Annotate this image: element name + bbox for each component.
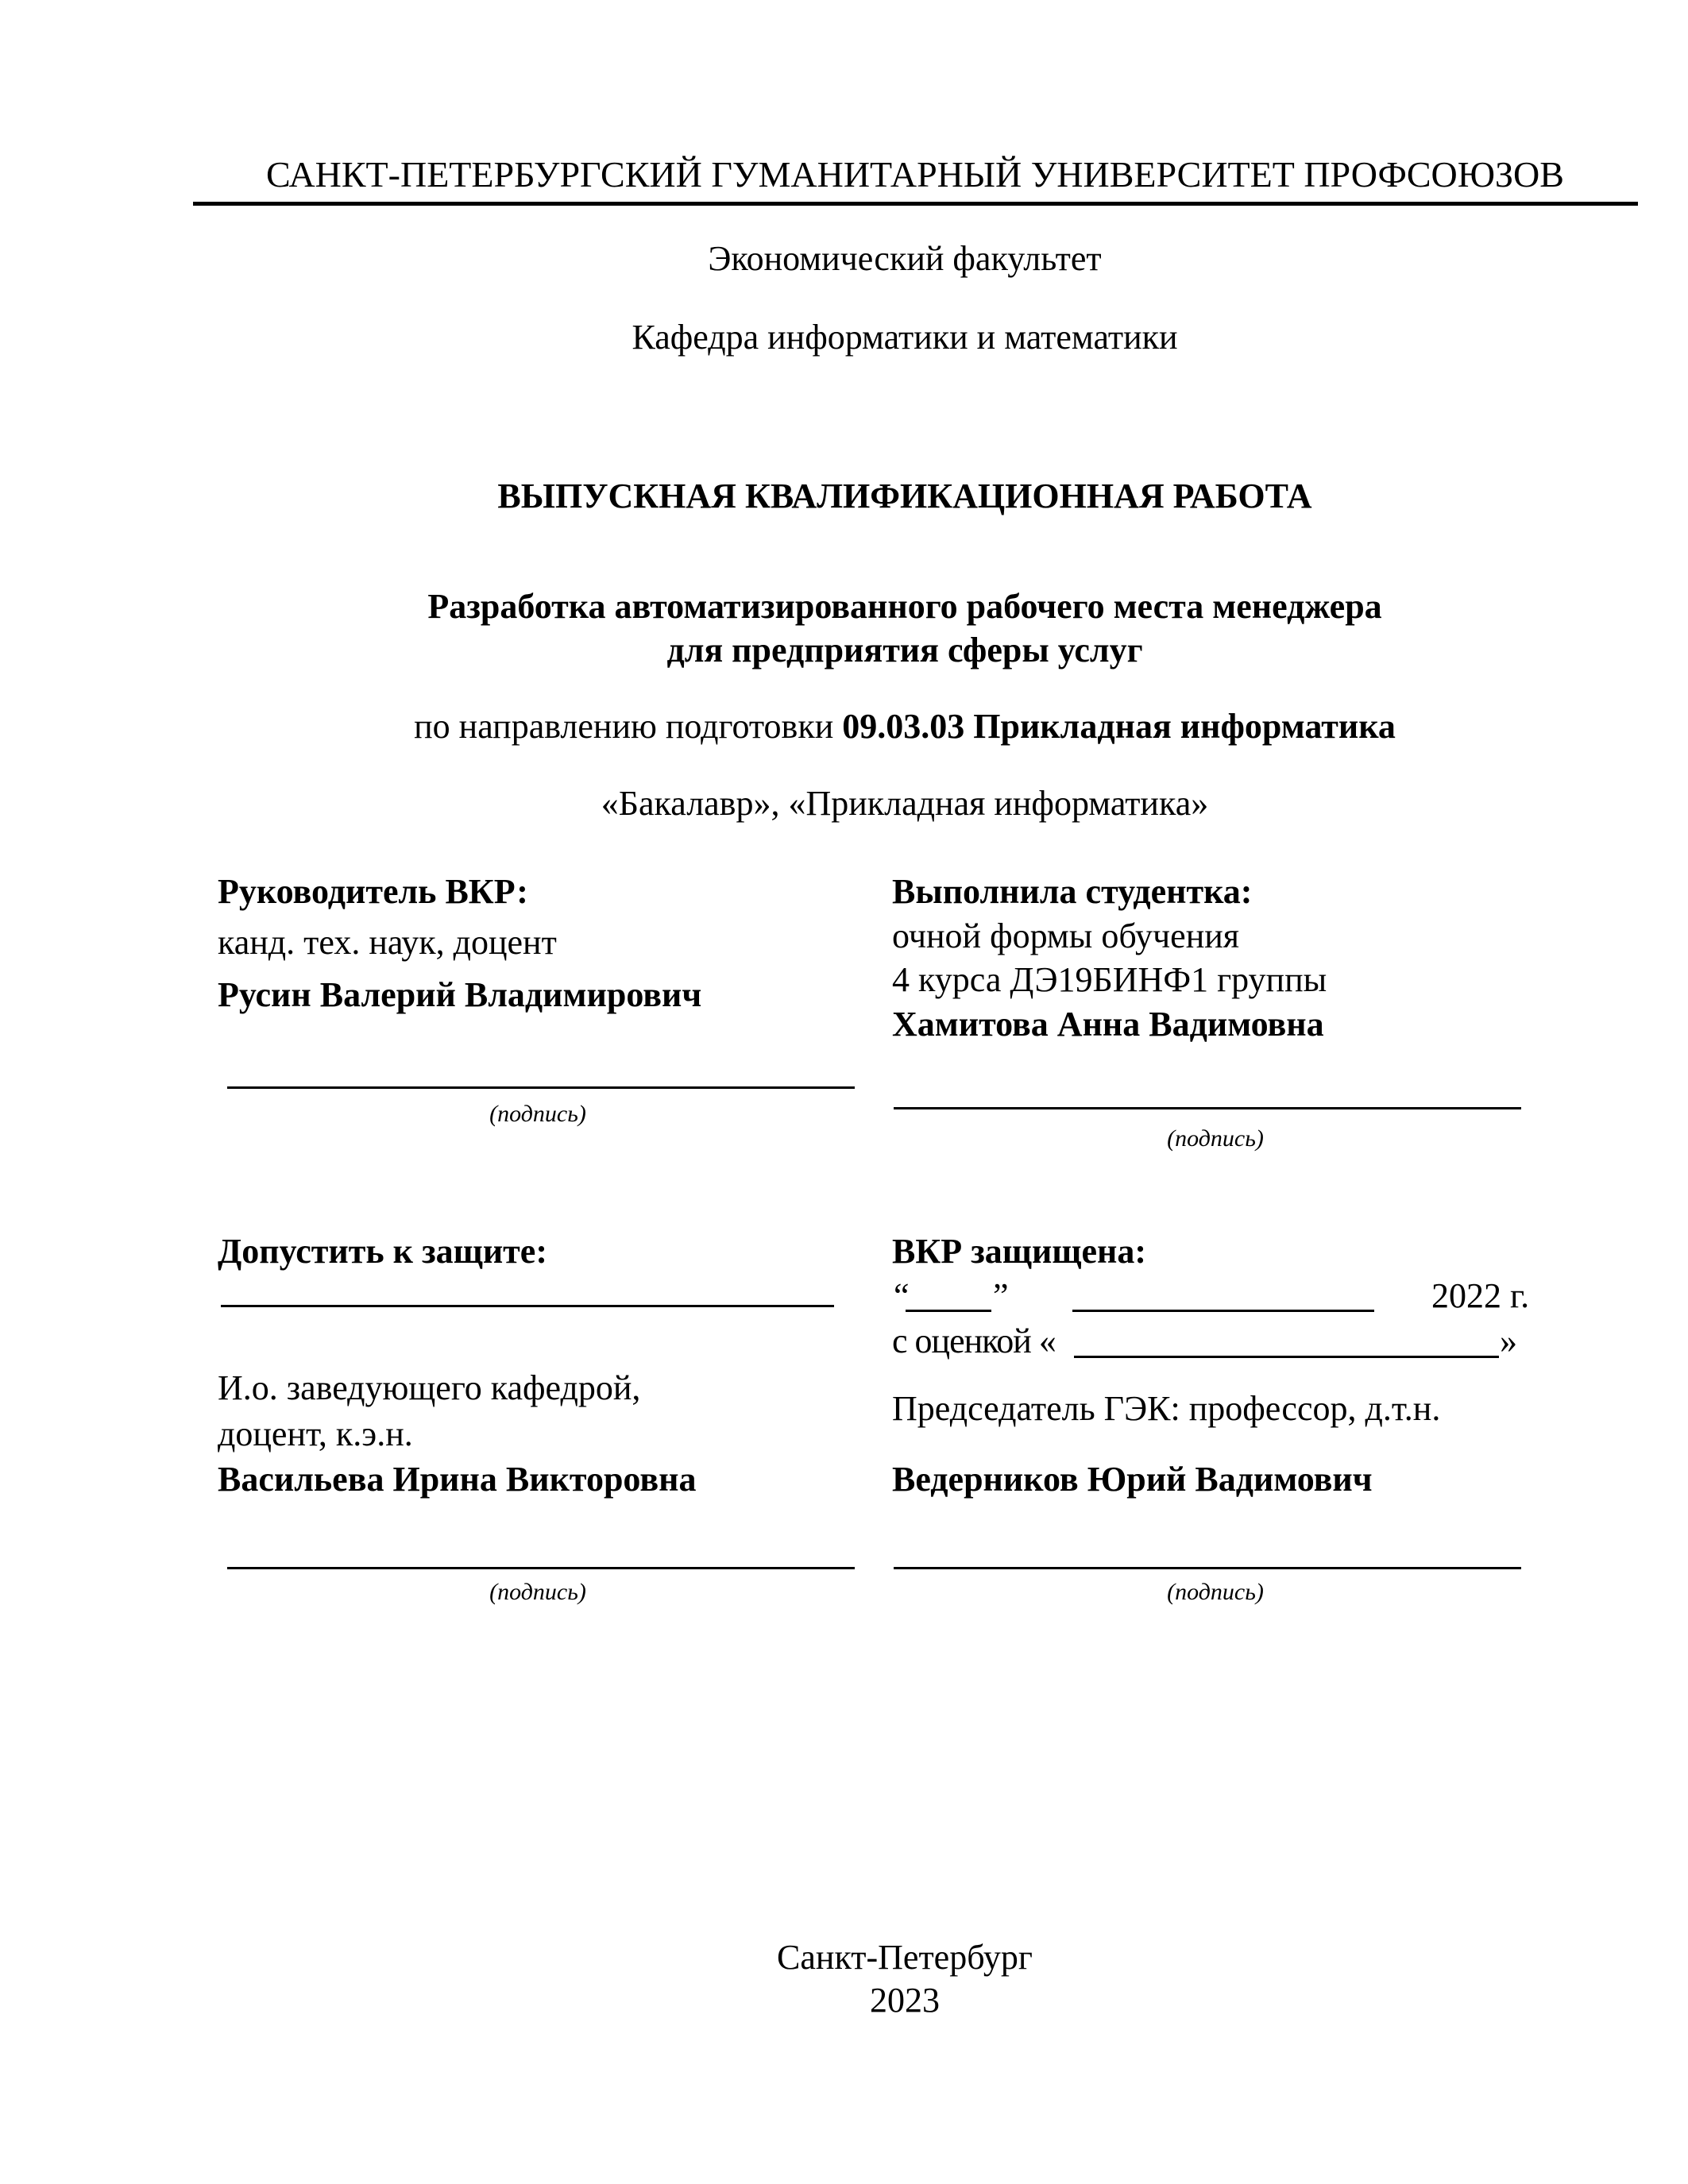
- student-signature-line: [894, 1107, 1521, 1109]
- admission-position-1: И.о. заведующего кафедрой,: [218, 1368, 641, 1407]
- supervisor-heading: Руководитель ВКР:: [218, 872, 528, 911]
- supervisor-signature-line: [227, 1086, 855, 1089]
- admission-signature-caption: (подпись): [489, 1579, 586, 1605]
- admission-position-2: доцент, к.э.н.: [218, 1414, 413, 1453]
- student-name: Хамитова Анна Вадимовна: [892, 1005, 1324, 1044]
- direction-prefix: по направлению подготовки: [414, 707, 843, 746]
- chair-name: Ведерников Юрий Вадимович: [892, 1460, 1373, 1499]
- grade-suffix: »: [1500, 1322, 1517, 1360]
- chair-signature-caption: (подпись): [1167, 1579, 1264, 1605]
- chair-title: Председатель ГЭК: профессор, д.т.н.: [892, 1389, 1441, 1428]
- faculty: Экономический факультет: [708, 239, 1102, 278]
- topic-line-2: для предприятия сферы услуг: [666, 631, 1143, 669]
- direction-name: 09.03.03 Прикладная информатика: [842, 707, 1396, 746]
- student-form: очной формы обучения: [892, 916, 1240, 955]
- student-heading: Выполнила студентка:: [892, 872, 1253, 911]
- admission-name: Васильева Ирина Викторовна: [218, 1460, 697, 1499]
- supervisor-name: Русин Валерий Владимирович: [218, 975, 702, 1014]
- date-month-line: [1072, 1310, 1374, 1312]
- supervisor-signature-caption: (подпись): [489, 1101, 586, 1127]
- admission-signature-line: [227, 1567, 855, 1569]
- footer-city: Санкт-Петербург: [777, 1938, 1033, 1977]
- admission-heading: Допустить к защите:: [218, 1232, 547, 1271]
- date-quote-close: ”: [993, 1276, 1009, 1315]
- department: Кафедра информатики и математики: [632, 318, 1178, 357]
- document-type: ВЫПУСКНАЯ КВАЛИФИКАЦИОННАЯ РАБОТА: [497, 477, 1312, 515]
- footer-year: 2023: [870, 1981, 940, 2020]
- profile: «Бакалавр», «Прикладная информатика»: [601, 784, 1209, 823]
- defense-heading: ВКР защищена:: [892, 1232, 1146, 1271]
- admission-line: [221, 1305, 834, 1307]
- student-signature-caption: (подпись): [1167, 1125, 1264, 1152]
- grade-prefix: с оценкой «: [892, 1322, 1056, 1360]
- date-day-line: [906, 1310, 991, 1312]
- header-rule: [193, 202, 1638, 206]
- date-quote-open: “: [894, 1276, 910, 1315]
- grade-line: [1074, 1356, 1499, 1358]
- topic-line-1: Разработка автоматизированного рабочего места менеджера: [427, 587, 1382, 626]
- university-name: САНКТ-ПЕТЕРБУРГСКИЙ ГУМАНИТАРНЫЙ УНИВЕРСИТЕТ ПРОФСОЮЗОВ: [266, 154, 1564, 195]
- student-group: 4 курса ДЭ19БИНФ1 группы: [892, 960, 1327, 999]
- direction: [414, 707, 1396, 747]
- supervisor-degree: канд. тех. наук, доцент: [218, 923, 557, 962]
- defense-year: 2022 г.: [1431, 1276, 1530, 1315]
- chair-signature-line: [894, 1567, 1521, 1569]
